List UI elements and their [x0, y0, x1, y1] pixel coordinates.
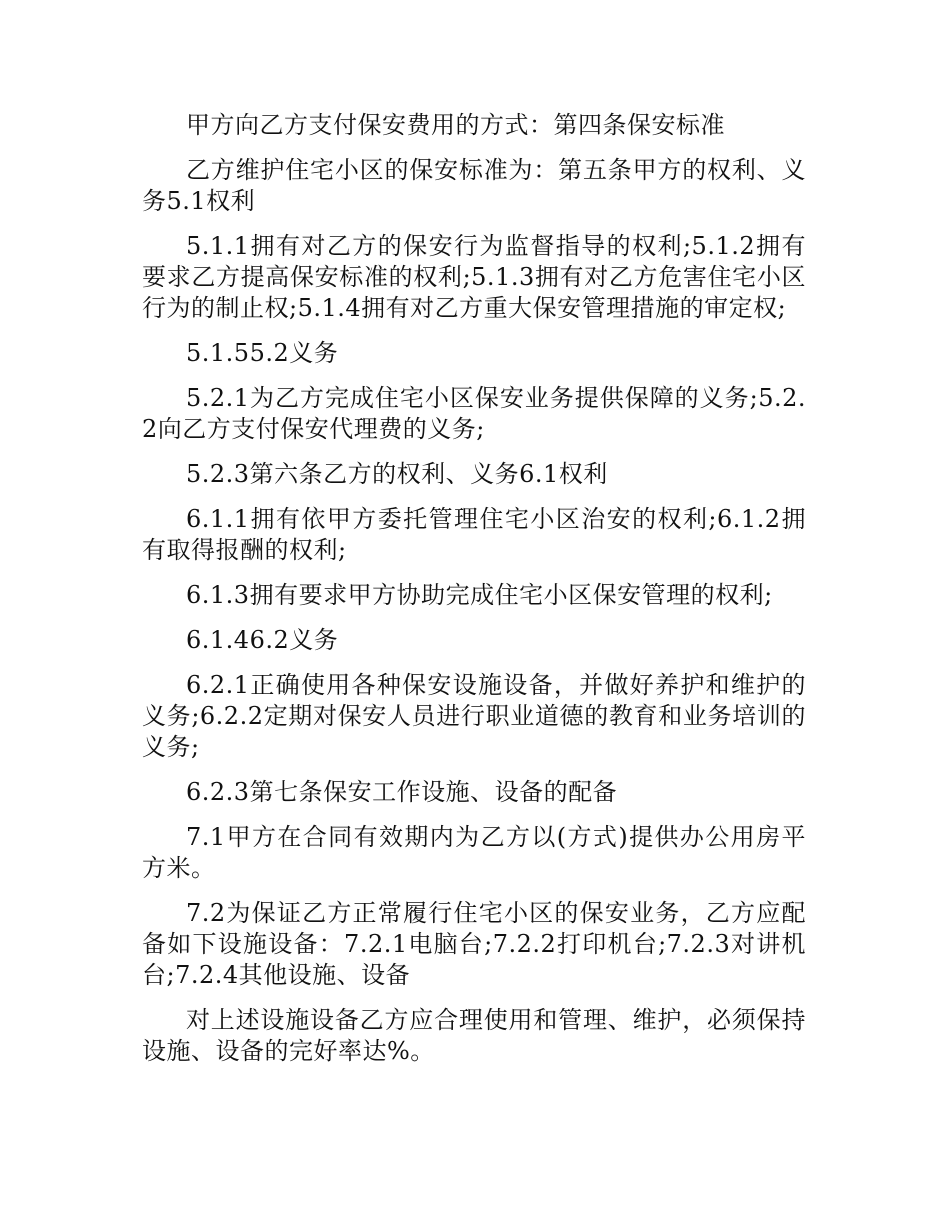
- paragraph-security-standard: 乙方维护住宅小区的保安标准为：第五条甲方的权利、义务5.1权利: [142, 156, 806, 215]
- paragraph-equipment-list: 7.2为保证乙方正常履行住宅小区的保安业务，乙方应配备如下设施设备：7.2.1电脑台;7.2.2打印机台;7.2.3对讲机台;7.2.4其他设施、设备: [142, 899, 806, 989]
- paragraph-party-b-rights-heading: 5.2.3第六条乙方的权利、义务6.1权利: [186, 460, 608, 488]
- paragraph-party-b-rights-assistance: 6.1.3拥有要求甲方协助完成住宅小区保安管理的权利;: [186, 581, 773, 609]
- paragraph-office-space: 7.1甲方在合同有效期内为乙方以(方式)提供办公用房平方米。: [142, 823, 806, 882]
- paragraph-party-b-rights: 6.1.1拥有依甲方委托管理住宅小区治安的权利;6.1.2拥有取得报酬的权利;: [142, 505, 806, 564]
- paragraph-equipment-maintenance: 对上述设施设备乙方应合理使用和管理、维护，必须保持设施、设备的完好率达%。: [142, 1006, 806, 1065]
- paragraph-party-a-rights: 5.1.1拥有对乙方的保安行为监督指导的权利;5.1.2拥有要求乙方提高保安标准的权利;5.1.3拥有对乙方危害住宅小区行为的制止权;5.1.4拥有对乙方重大保安管理措施的审定权;: [142, 232, 806, 322]
- paragraph-party-a-obligations-heading: 5.1.55.2义务: [186, 339, 339, 367]
- paragraph-equipment-heading: 6.2.3第七条保安工作设施、设备的配备: [186, 778, 618, 806]
- paragraph-party-b-obligations: 6.2.1正确使用各种保安设施设备，并做好养护和维护的义务;6.2.2定期对保安人员进行职业道德的教育和业务培训的义务;: [142, 671, 806, 761]
- paragraph-party-b-obligations-heading: 6.1.46.2义务: [186, 626, 339, 654]
- paragraph-payment-method: 甲方向乙方支付保安费用的方式：第四条保安标准: [186, 111, 725, 139]
- document-page: [142, 110, 806, 1081]
- paragraph-party-a-obligations: 5.2.1为乙方完成住宅小区保安业务提供保障的义务;5.2.2向乙方支付保安代理费的义务;: [142, 384, 806, 443]
